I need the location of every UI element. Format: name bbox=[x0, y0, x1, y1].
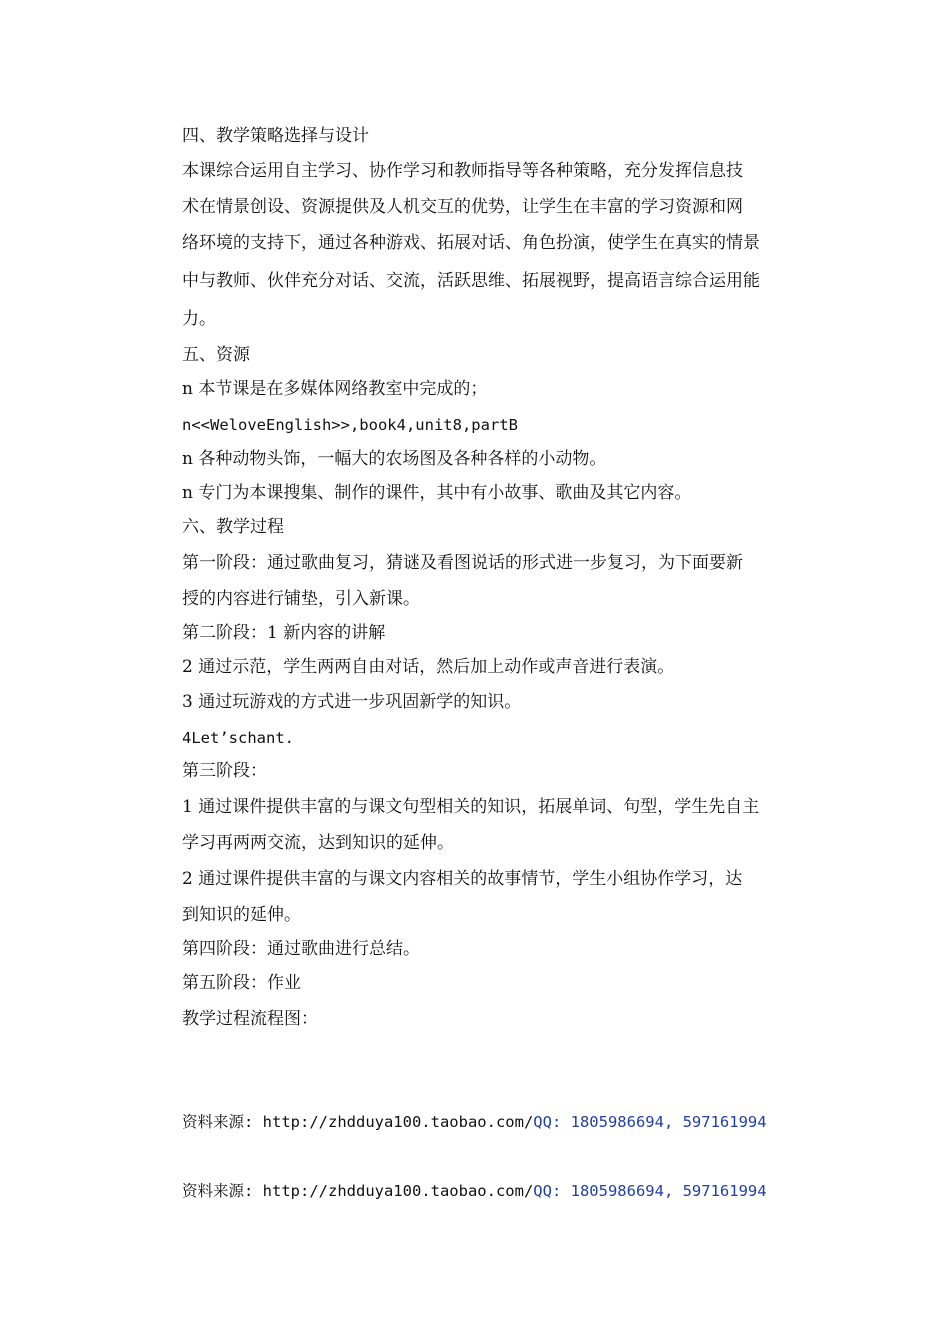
stage-line: 3 通过玩游戏的方式进一步巩固新学的知识。 bbox=[182, 692, 522, 712]
paragraph-line: 学习再两两交流，达到知识的延伸。 bbox=[182, 833, 454, 853]
resource-item: n 专门为本课搜集、制作的课件，其中有小故事、歌曲及其它内容。 bbox=[182, 483, 692, 503]
resource-item: n 本节课是在多媒体网络教室中完成的； bbox=[182, 379, 488, 399]
source-label: 资料来源: http://zhdduya100.taobao.com/ bbox=[182, 1182, 534, 1200]
paragraph-line: 到知识的延伸。 bbox=[182, 905, 301, 925]
source-footer bbox=[182, 1112, 822, 1132]
resource-item: n 各种动物头饰，一幅大的农场图及各种各样的小动物。 bbox=[182, 449, 607, 469]
paragraph-line: 术在情景创设、资源提供及人机交互的优势，让学生在丰富的学习资源和网 bbox=[182, 197, 743, 217]
qq-contact: QQ: 1805986694, 597161994 bbox=[533, 1113, 767, 1131]
stage-line: 第三阶段： bbox=[182, 761, 267, 781]
heading-resources: 五、资源 bbox=[182, 345, 250, 365]
stage-line: 4Let’schant. bbox=[182, 729, 294, 747]
paragraph-line: 1 通过课件提供丰富的与课文句型相关的知识，拓展单词、句型，学生先自主 bbox=[182, 797, 760, 817]
paragraph-line: 第一阶段：通过歌曲复习，猜谜及看图说话的形式进一步复习，为下面要新 bbox=[182, 553, 743, 573]
source-footer bbox=[182, 1181, 822, 1201]
paragraph-line: 络环境的支持下，通过各种游戏、拓展对话、角色扮演，使学生在真实的情景 bbox=[182, 233, 760, 253]
stage-line: 2 通过示范，学生两两自由对话，然后加上动作或声音进行表演。 bbox=[182, 657, 675, 677]
flowchart-caption: 教学过程流程图： bbox=[182, 1009, 318, 1029]
paragraph-line: 中与教师、伙伴充分对话、交流，活跃思维、拓展视野，提高语言综合运用能 bbox=[182, 271, 760, 291]
stage-line: 第二阶段：1 新内容的讲解 bbox=[182, 623, 386, 643]
stage-line: 第四阶段：通过歌曲进行总结。 bbox=[182, 939, 420, 959]
resource-item: n<<WeloveEnglish>>,book4,unit8,partB bbox=[182, 416, 518, 434]
paragraph-line: 授的内容进行铺垫，引入新课。 bbox=[182, 589, 420, 609]
paragraph-line: 本课综合运用自主学习、协作学习和教师指导等各种策略，充分发挥信息技 bbox=[182, 161, 743, 181]
heading-strategy: 四、教学策略选择与设计 bbox=[182, 126, 369, 146]
stage-line: 第五阶段：作业 bbox=[182, 973, 301, 993]
paragraph-line: 2 通过课件提供丰富的与课文内容相关的故事情节，学生小组协作学习，达 bbox=[182, 869, 743, 889]
qq-contact: QQ: 1805986694, 597161994 bbox=[533, 1182, 767, 1200]
source-label: 资料来源: http://zhdduya100.taobao.com/ bbox=[182, 1113, 534, 1131]
heading-process: 六、教学过程 bbox=[182, 517, 284, 537]
paragraph-line: 力。 bbox=[182, 309, 216, 329]
